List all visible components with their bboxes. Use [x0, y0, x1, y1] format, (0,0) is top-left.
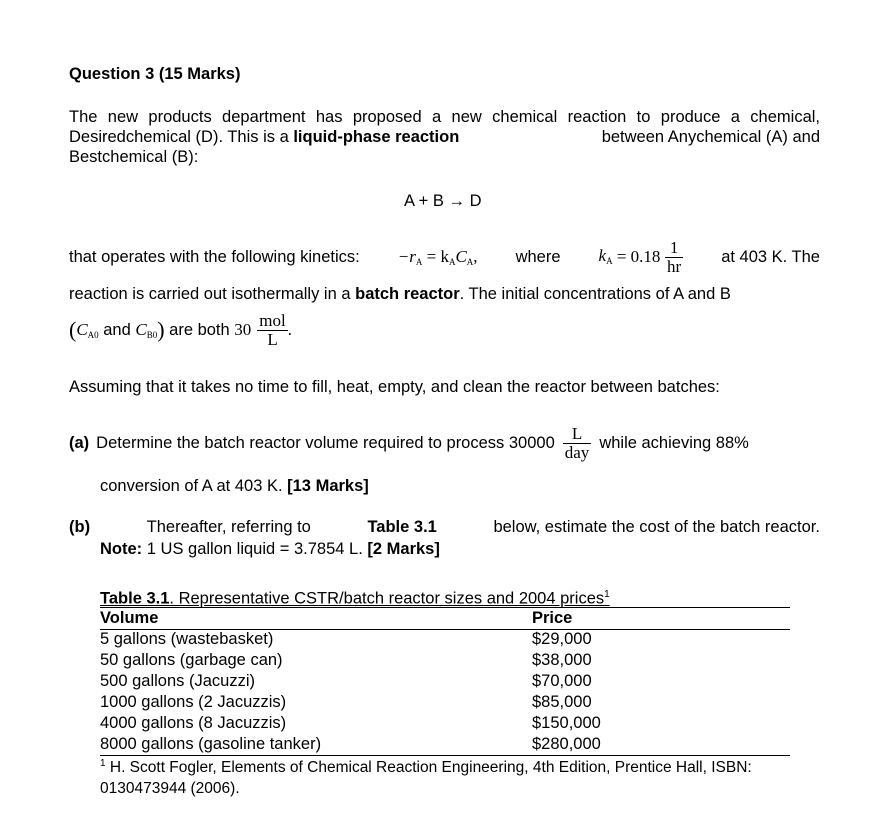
part-b-marks: [2 Marks]	[367, 540, 440, 558]
part-a-label: (a)	[69, 433, 90, 452]
assumption-line: Assuming that it takes no time to fill, heat, empty, and clean the reactor between batches:	[69, 378, 720, 396]
question-title: Question 3 (15 Marks)	[69, 65, 241, 83]
part-b-label: (b)	[69, 518, 91, 536]
table-top-rule	[100, 607, 790, 608]
per-hour-fraction: $\frac{1}{hr}$	[667, 237, 682, 276]
concentration-line: ( $C_{A0}$ and $C_{B0}$ ) are both 30 $\frac{\text{mol}}{L}$ .	[69, 310, 292, 349]
footnote-line-1: $^1$ H. Scott Fogler, Elements of Chemical Reaction Engineering, 4th Edition, Prentice Hall, ISBN:	[100, 758, 752, 777]
mol-per-litre-fraction: $\frac{\text{mol}}{L}$	[259, 310, 286, 349]
note-label: Note:	[100, 540, 143, 558]
liquid-phase-emphasis: liquid-phase reaction	[293, 128, 460, 146]
table-caption: Table 3.1. Representative CSTR/batch reactor sizes and 2004 prices$^1$	[100, 589, 610, 608]
footnote-line-2: 0130473944 (2006).	[100, 780, 240, 797]
part-a-marks: [13 Marks]	[287, 477, 369, 495]
batch-line: reaction is carried out isothermally in a batch reactor. The initial concentrations of A and B	[69, 285, 731, 303]
intro-line-2-end: between Anychemical (A) and	[597, 128, 820, 146]
batch-reactor-emphasis: batch reactor	[355, 285, 460, 303]
header-volume: Volume	[100, 609, 159, 627]
reaction-equation: A + B → D	[404, 192, 482, 210]
rate-constant: $k_A = 0.18$ $\frac{1}{hr}$	[598, 237, 682, 276]
litre-per-day-fraction: $\frac{L}{\text{day}}$	[564, 423, 590, 462]
part-a-line-2: conversion of A at 403 K. [13 Marks]	[100, 477, 369, 495]
part-b-line-2: Note: 1 US gallon liquid = 3.7854 L. [2 Marks]	[100, 540, 440, 558]
header-price: Price	[532, 609, 573, 627]
kinetics-temp: at 403 K. The	[721, 247, 820, 266]
intro-line-3: Bestchemical (B):	[69, 148, 199, 166]
table-reference: Table 3.1	[367, 518, 437, 536]
kinetics-lead: that operates with the following kinetics:	[69, 247, 360, 266]
kinetics-line	[69, 236, 820, 278]
kinetics-where: where	[515, 247, 561, 266]
table-bottom-rule	[100, 755, 790, 756]
intro-line-2-start: Desiredchemical (D). This is a liquid-phase reaction	[69, 128, 460, 146]
rate-law: $-r_A = k_AC_A$,	[397, 247, 478, 267]
part-a-line-1: (a) Determine the batch reactor volume required to process 30000 $\frac{L}{\text{day}}$ while achieving 88%	[69, 423, 749, 462]
intro-line-1: The new products department has proposed a new chemical reaction to produce a chemical,	[69, 108, 820, 126]
intro-line-2	[69, 128, 820, 147]
part-b-line-1: (b) Thereafter, referring to Table 3.1 below, estimate the cost of the batch reactor.	[69, 518, 820, 536]
